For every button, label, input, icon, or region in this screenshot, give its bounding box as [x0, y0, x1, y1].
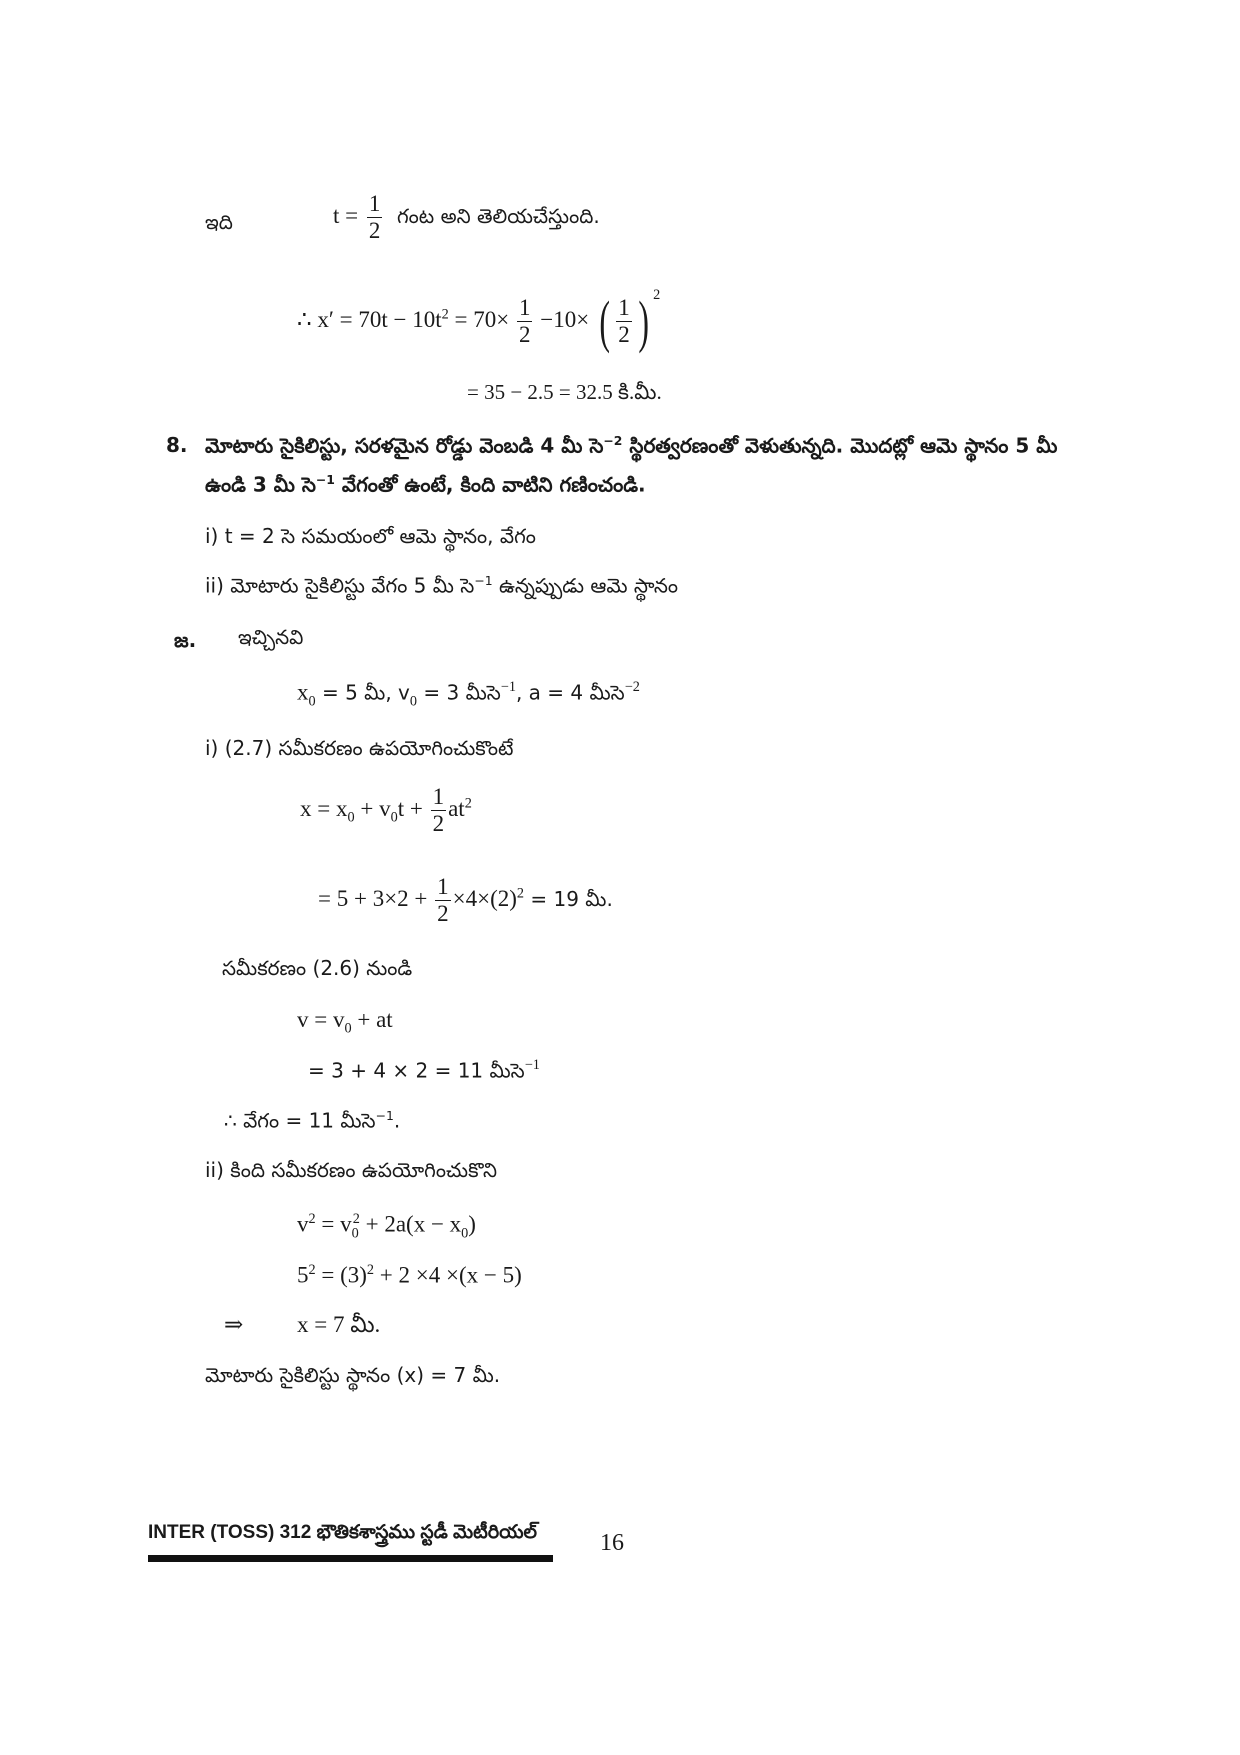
question-line-2: ఉండి 3 మీ సె$^{-1}$ వేగంతో ఉంటే, కింది వాటిని గణించండి. [205, 472, 646, 497]
position-substitution: = 5 + 3×2 + $\frac{1}{2}$ $\times 4\times(2)^2 = 19$ మీ. [318, 874, 613, 927]
question-sub-i: i) t = 2 సె సమయంలో ఆమె స్థానం, వేగం [205, 524, 536, 548]
final-answer: మోటారు సైకిలిస్టు స్థానం (x) = 7 మీ. [205, 1363, 501, 1387]
position-result: x = 7 మీ. [297, 1312, 381, 1337]
implies-arrow: ⇒ [224, 1312, 244, 1337]
question-sub-ii: ii) మోటారు సైకిలిస్టు వేగం 5 మీ సె$^{-1}$ ఉన్నప్పుడు ఆమె స్థానం [205, 573, 679, 598]
page-number: 16 [600, 1530, 624, 1556]
velocity-equation: $v = v_0$ + at [297, 1007, 393, 1037]
position-equation: $x = x_0 + v_0t$ + $\frac{1}{2}$ $at^2$ [300, 784, 472, 837]
kinematic-substitution: $5^2 = (3)^2 + 2 \times 4 \times(x - 5)$ [297, 1262, 522, 1288]
intro-equation [333, 192, 600, 243]
xprime-result: = 35 − 2.5 = 32.5 కి.మీ. [467, 380, 662, 404]
xprime-equation: ∴ $x' = 70t - 10t^2 = 70\times$ $\frac{1}{2}$ −10× ( $\frac{1}{2}$ ) $^2$ [297, 287, 661, 354]
from-equation-2-6: సమీకరణం (2.6) నుండి [222, 956, 413, 980]
part-ii-heading: ii) కింది సమీకరణం ఉపయోగించుకొని [205, 1158, 498, 1182]
kinematic-equation: $v^2 = v_0^2 + 2a(x - x_0)$ [297, 1211, 476, 1242]
footer-title: INTER (TOSS) 312 భౌతికశాస్త్రము స్టడీ మెటీరియల్ [148, 1522, 537, 1543]
t-lhs: t = [333, 203, 359, 229]
intro-text: గంట అని తెలియచేస్తుంది. [397, 204, 600, 229]
given-values: $x_0 = 5$ మీ, $v_0 = 3$ మీసె$^{-1}$, a = 4 మీసె$^{-2}$ [297, 679, 640, 710]
half-fraction: $\frac{1}{2}$ [368, 191, 381, 244]
answer-label: జ. [174, 628, 197, 652]
velocity-result: ∴ వేగం = 11 మీసె$^{-1}$. [224, 1108, 401, 1133]
footer-rule [148, 1555, 553, 1562]
intro-label: ఇది [205, 210, 233, 234]
question-line-1: మోటారు సైకిలిస్టు, సరళమైన రోడ్డు వెంబడి 4 మీ సె$^{-2}$ స్థిరత్వరణంతో వెళుతున్నది. మొదట్లో ఆమె స్థానం 5 మీ [205, 433, 1058, 458]
velocity-substitution: = 3 + 4 × 2 = 11 మీసె$^{-1}$ [308, 1057, 540, 1083]
given-label: ఇచ్చినవి [238, 625, 304, 649]
part-i-heading: i) (2.7) సమీకరణం ఉపయోగించుకొంటే [205, 736, 514, 760]
question-number: 8. [166, 433, 188, 457]
